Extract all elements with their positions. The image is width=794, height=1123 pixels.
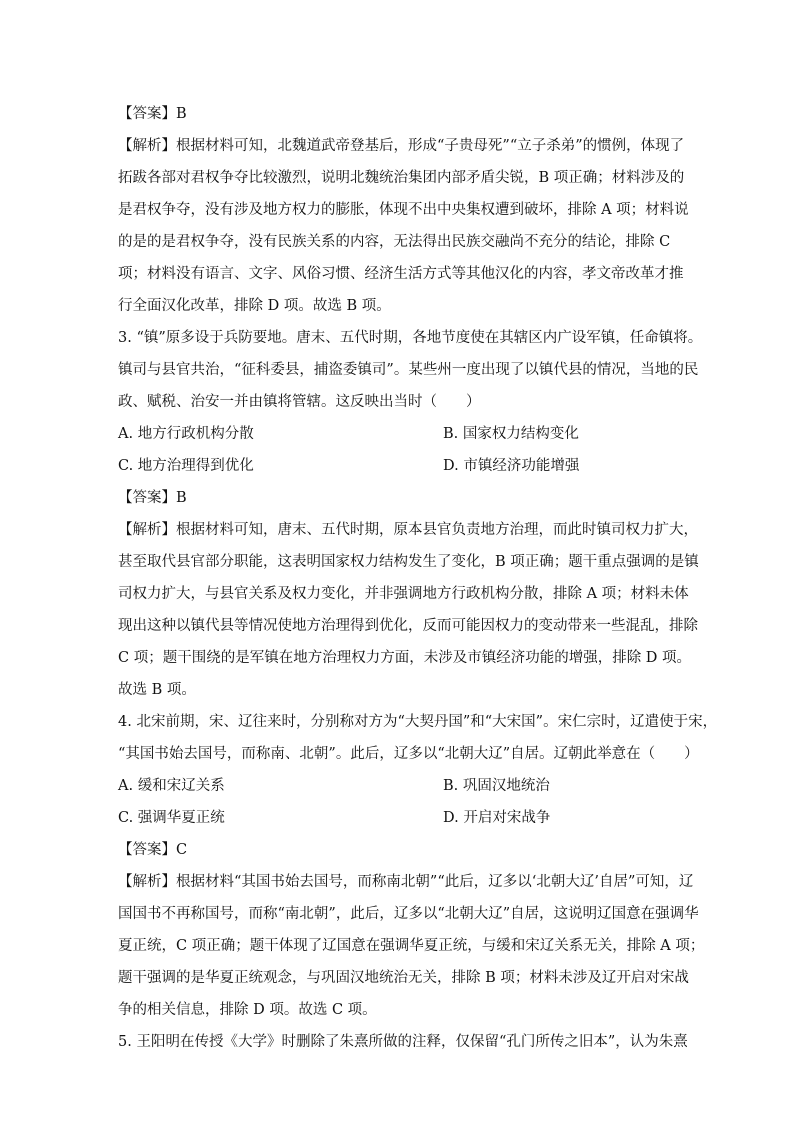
question-3-stem-line-2: 镇司与县官共治，“征科委县，捕盗委镇司”。某些州一度出现了以镇代县的情况，当地的民 [118,362,699,378]
analysis-q3-line-3: 司权力扩大，与县官关系及权力变化，并非强调地方行政机构分散，排除 A 项；材料未体 [118,586,689,602]
analysis-q2-line-5: 项；材料没有语言、文字、风俗习惯、经济生活方式等其他汉化的内容，孝文帝改革才推 [118,266,684,282]
analysis-q3-line-5: C 项；题干围绕的是军镇在地方治理权力方面，未涉及市镇经济功能的增强，排除 D 项。 [118,650,692,666]
analysis-q3-line-4: 现出这种以镇代县等情况使地方治理得到优化，反而可能因权力的变动带来一些混乱，排除 [118,618,698,634]
question-4-stem-line-2: “其国书始去国号，而称南、北朝”。此后，辽多以“北朝大辽”自居。辽朝此举意在（ ） [118,746,699,762]
answer-q4: 【答案】C [118,842,188,858]
analysis-q2-line-1: 【解析】根据材料可知，北魏道武帝登基后，形成“子贵母死”“立子杀弟”的惯例，体现了 [118,138,685,154]
question-4-option-d: D. 开启对宋战争 [443,810,551,826]
analysis-q4-line-3: 夏正统，C 项正确；题干体现了辽国意在强调华夏正统，与缓和宋辽关系无关，排除 A 项； [118,938,705,954]
analysis-q2-line-3: 是君权争夺，没有涉及地方权力的膨胀，体现不出中央集权遭到破坏，排除 A 项；材料说 [118,202,689,218]
analysis-q3-line-1: 【解析】根据材料可知，唐末、五代时期，原本县官负责地方治理，而此时镇司权力扩大， [118,522,698,538]
analysis-q3-line-2: 甚至取代县官部分职能，这表明国家权力结构发生了变化，B 项正确；题干重点强调的是镇 [118,554,699,570]
question-3-option-c: C. 地方治理得到优化 [118,458,254,474]
analysis-q2-line-6: 行全面汉化改革，排除 D 项。故选 B 项。 [118,298,391,314]
answer-q3: 【答案】B [118,490,187,506]
analysis-q4-line-5: 争的相关信息，排除 D 项。故选 C 项。 [118,1002,377,1018]
analysis-q2-line-4: 的是的是君权争夺，没有民族关系的内容，无法得出民族交融尚不充分的结论，排除 C [118,234,671,250]
analysis-q2-line-2: 拓跋各部对君权争夺比较激烈，说明北魏统治集团内部矛盾尖锐，B 项正确；材料涉及的 [118,170,685,186]
question-4-option-a: A. 缓和宋辽关系 [118,778,225,794]
analysis-q4-line-4: 题干强调的是华夏正统观念，与巩固汉地统治无关，排除 B 项；材料未涉及辽开启对宋战 [118,970,689,986]
question-4-option-b: B. 巩固汉地统治 [443,778,550,794]
question-3-option-b: B. 国家权力结构变化 [443,426,579,442]
question-4-option-c: C. 强调华夏正统 [118,810,225,826]
analysis-q3-line-6: 故选 B 项。 [118,682,196,698]
analysis-q4-line-2: 国国书不再称国号，而称“南北朝”，此后，辽多以“北朝大辽”自居，这说明辽国意在强调华 [118,906,699,922]
question-3-stem-line-1: 3. “镇”原多设于兵防要地。唐末、五代时期，各地节度使在其辖区内广设军镇，任命镇将。 [118,330,703,346]
question-3-stem-line-3: 政、赋税、治安一并由镇将管辖。这反映出当时（ ） [118,394,481,410]
question-4-stem-line-1: 4. 北宋前期，宋、辽往来时，分别称对方为“大契丹国”和“大宋国”。宋仁宗时，辽遣使于宋， [118,714,718,730]
question-5-stem-line-1: 5. 王阳明在传授《大学》时删除了朱熹所做的注释，仅保留“孔门所传之旧本”，认为朱熹 [118,1034,688,1050]
question-3-option-a: A. 地方行政机构分散 [118,426,254,442]
question-3-option-d: D. 市镇经济功能增强 [443,458,580,474]
analysis-q4-line-1: 【解析】根据材料“其国书始去国号，而称南北朝”“此后，辽多以‘北朝大辽’自居”可知，辽 [118,874,694,890]
answer-q2: 【答案】B [118,106,187,122]
